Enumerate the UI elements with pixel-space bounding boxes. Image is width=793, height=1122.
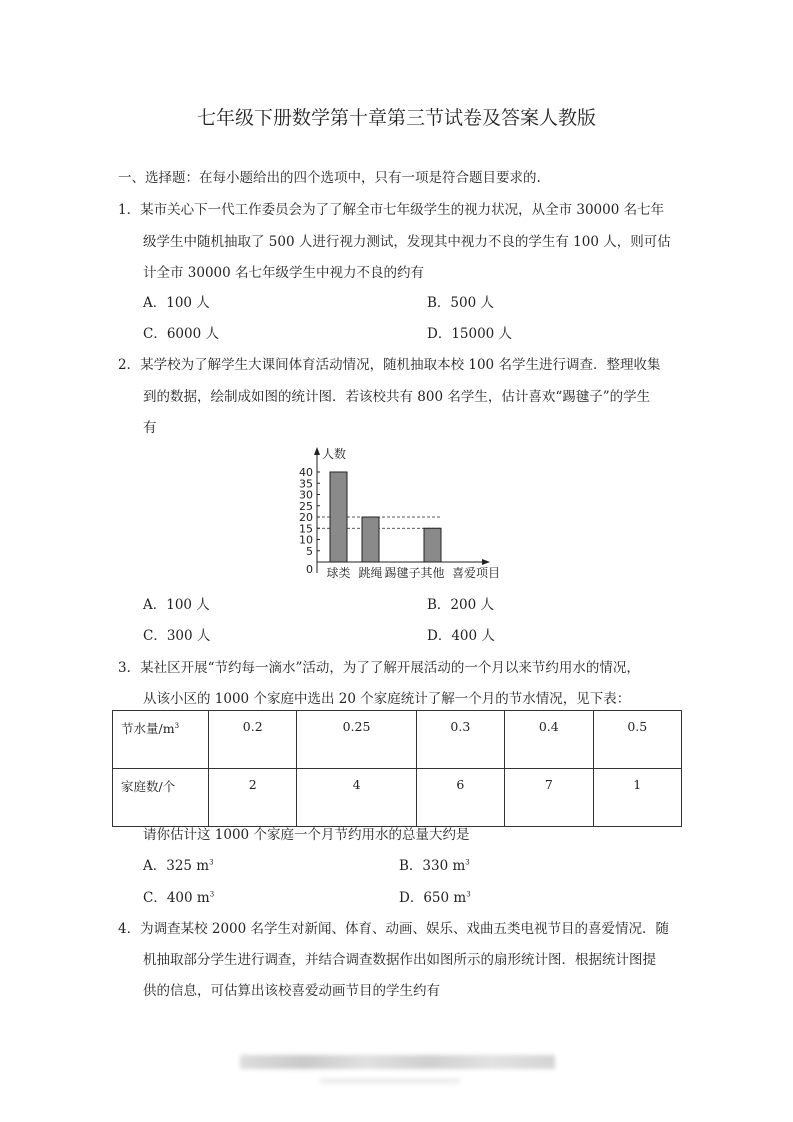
question-4-line-2: 机抽取部分学生进行调查，并结合调查数据作出如图所示的扇形统计图．根据统计图提 (143, 952, 656, 968)
question-2-option-d: D．400 人 (427, 628, 495, 644)
y-tick-label: 10 (299, 533, 313, 547)
table-cell: 0.5 (593, 711, 681, 769)
table-cell: 0.2 (209, 711, 297, 769)
table-cell: 1 (593, 769, 681, 827)
question-2-line-2: 到的数据，绘制成如图的统计图．若该校共有 800 名学生，估计喜欢“踢毽子”的学生 (143, 389, 651, 405)
blurred-footer (240, 1055, 555, 1069)
table-cell: 0.4 (505, 711, 593, 769)
category-label: 踢毽子 (384, 566, 421, 580)
question-2-option-a: A．100 人 (143, 597, 210, 613)
question-1-option-d: D．15000 人 (427, 326, 513, 342)
y-tick-label: 35 (299, 477, 313, 491)
question-4-line-1: 4．为调查某校 2000 名学生对新闻、体育、动画、娱乐、戏曲五类电视节目的喜爱情况．随 (118, 921, 670, 937)
question-1-line-1: 1．某市关心下一代工作委员会为了了解全市七年级学生的视力状况，从全市 30000 名七年 (118, 202, 665, 218)
table-row (113, 711, 682, 769)
category-label: 球类 (326, 566, 351, 580)
table-cell: 4 (297, 769, 416, 827)
page-title: 七年级下册数学第十章第三节试卷及答案人教版 (196, 107, 596, 129)
y-tick-label: 0 (306, 563, 313, 576)
x-axis-arrow (482, 559, 490, 565)
question-3-option-d: D．650 $m^3$ (399, 890, 471, 906)
y-tick-label: 40 (299, 466, 313, 479)
question-1-option-b: B．500 人 (427, 295, 494, 311)
y-tick-label: 20 (299, 511, 313, 524)
blurred-footer-line (320, 1078, 460, 1084)
table-row (113, 769, 682, 827)
question-2-line-1: 2．某学校为了解学生大课间体育活动情况，随机抽取本校 100 名学生进行调查．整理收集 (118, 357, 661, 373)
category-label: 其他 (420, 566, 445, 580)
bar (424, 528, 441, 562)
y-tick-label: 5 (306, 544, 313, 558)
bar (330, 472, 347, 562)
y-axis-label: 人数 (322, 447, 347, 461)
water-saving-table (112, 710, 682, 827)
question-1-option-c: C．6000 人 (143, 326, 219, 342)
question-1-line-2: 级学生中随机抽取了 500 人进行视力测试，发现其中视力不良的学生有 100 人，则可估 (143, 234, 671, 250)
section-heading: 一、选择题：在每小题给出的四个选项中，只有一项是符合题目要求的. (118, 170, 541, 186)
question-3-option-a: A．325 $m^3$ (143, 858, 214, 874)
bar-chart (290, 440, 510, 585)
table-cell: 2 (209, 769, 297, 827)
question-3-line-1: 3．某社区开展“节约每一滴水”活动，为了了解开展活动的一个月以来节约用水的情况， (118, 660, 640, 676)
table-cell: 0.25 (297, 711, 416, 769)
y-tick-label: 30 (299, 488, 313, 502)
x-axis-label: 喜爱项目 (452, 566, 501, 580)
question-3-option-b: B．330 $m^3$ (399, 858, 470, 874)
table-cell: 0.3 (416, 711, 504, 769)
y-tick-label: 15 (299, 522, 313, 536)
table-cell: 7 (505, 769, 593, 827)
y-tick-label: 25 (299, 499, 313, 513)
question-3-line-2: 从该小区的 1000 个家庭中选出 20 个家庭统计了解一个月的节水情况，见下表： (143, 691, 631, 707)
bar (362, 517, 379, 562)
table-row-header: 家庭数/个 (113, 769, 209, 827)
question-1-line-3: 计全市 30000 名七年级学生中视力不良的约有 (143, 265, 425, 281)
table-cell: 6 (416, 769, 504, 827)
question-4-line-3: 供的信息，可估算出该校喜爱动画节目的学生约有 (143, 983, 440, 999)
question-2-option-c: C．300 人 (143, 628, 211, 644)
question-2-line-3: 有 (143, 420, 157, 436)
question-2-option-b: B．200 人 (427, 597, 494, 613)
question-3-prompt: 请你估计这 1000 个家庭一个月节约用水的总量大约是 (143, 827, 470, 843)
question-1-option-a: A．100 人 (143, 295, 210, 311)
table-row-header: 节水量$/m^3$ (113, 711, 209, 769)
y-axis-arrow (314, 447, 320, 455)
category-label: 跳绳 (358, 566, 383, 580)
question-3-option-c: C．400 $m^3$ (143, 890, 215, 906)
